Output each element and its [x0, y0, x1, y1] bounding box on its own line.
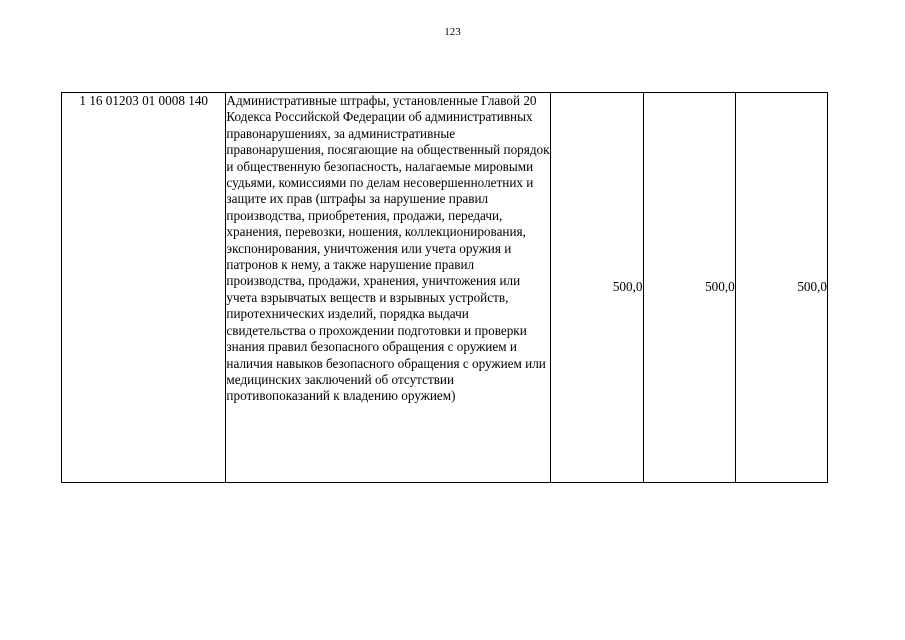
table-row — [62, 93, 828, 483]
amount-year-3: 500,0 — [735, 93, 827, 483]
amount-year-1: 500,0 — [551, 93, 643, 483]
budget-table — [61, 92, 828, 483]
budget-classification-code: 1 16 01203 01 0008 140 — [62, 93, 226, 483]
amount-year-2: 500,0 — [643, 93, 735, 483]
page-number: 123 — [444, 26, 461, 38]
income-description: Административные штрафы, установленные Главой 20 Кодекса Российской Федерации об административных правонарушениях, за административные правонарушения, посягающие на общественный порядок и общественную безопасность, налагаемые мировыми судьями, комиссиями по делам несовершеннолетних и защите их прав (штрафы за нарушение правил производства, приобретения, продажи, передачи, хранения, перевозки, ношения, коллекционирования, экспонирования, уничтожения или учета оружия и патронов к нему, а также нарушение правил производства, продажи, хранения, уничтожения или учета взрывчатых веществ и взрывных устройств, пиротехнических изделий, порядка выдачи свидетельства о прохождении подготовки и проверки знания правил безопасного обращения с оружием и наличия навыков безопасного обращения с оружием или медицинских заключений об отсутствии противопоказаний к владению оружием) — [226, 93, 551, 483]
